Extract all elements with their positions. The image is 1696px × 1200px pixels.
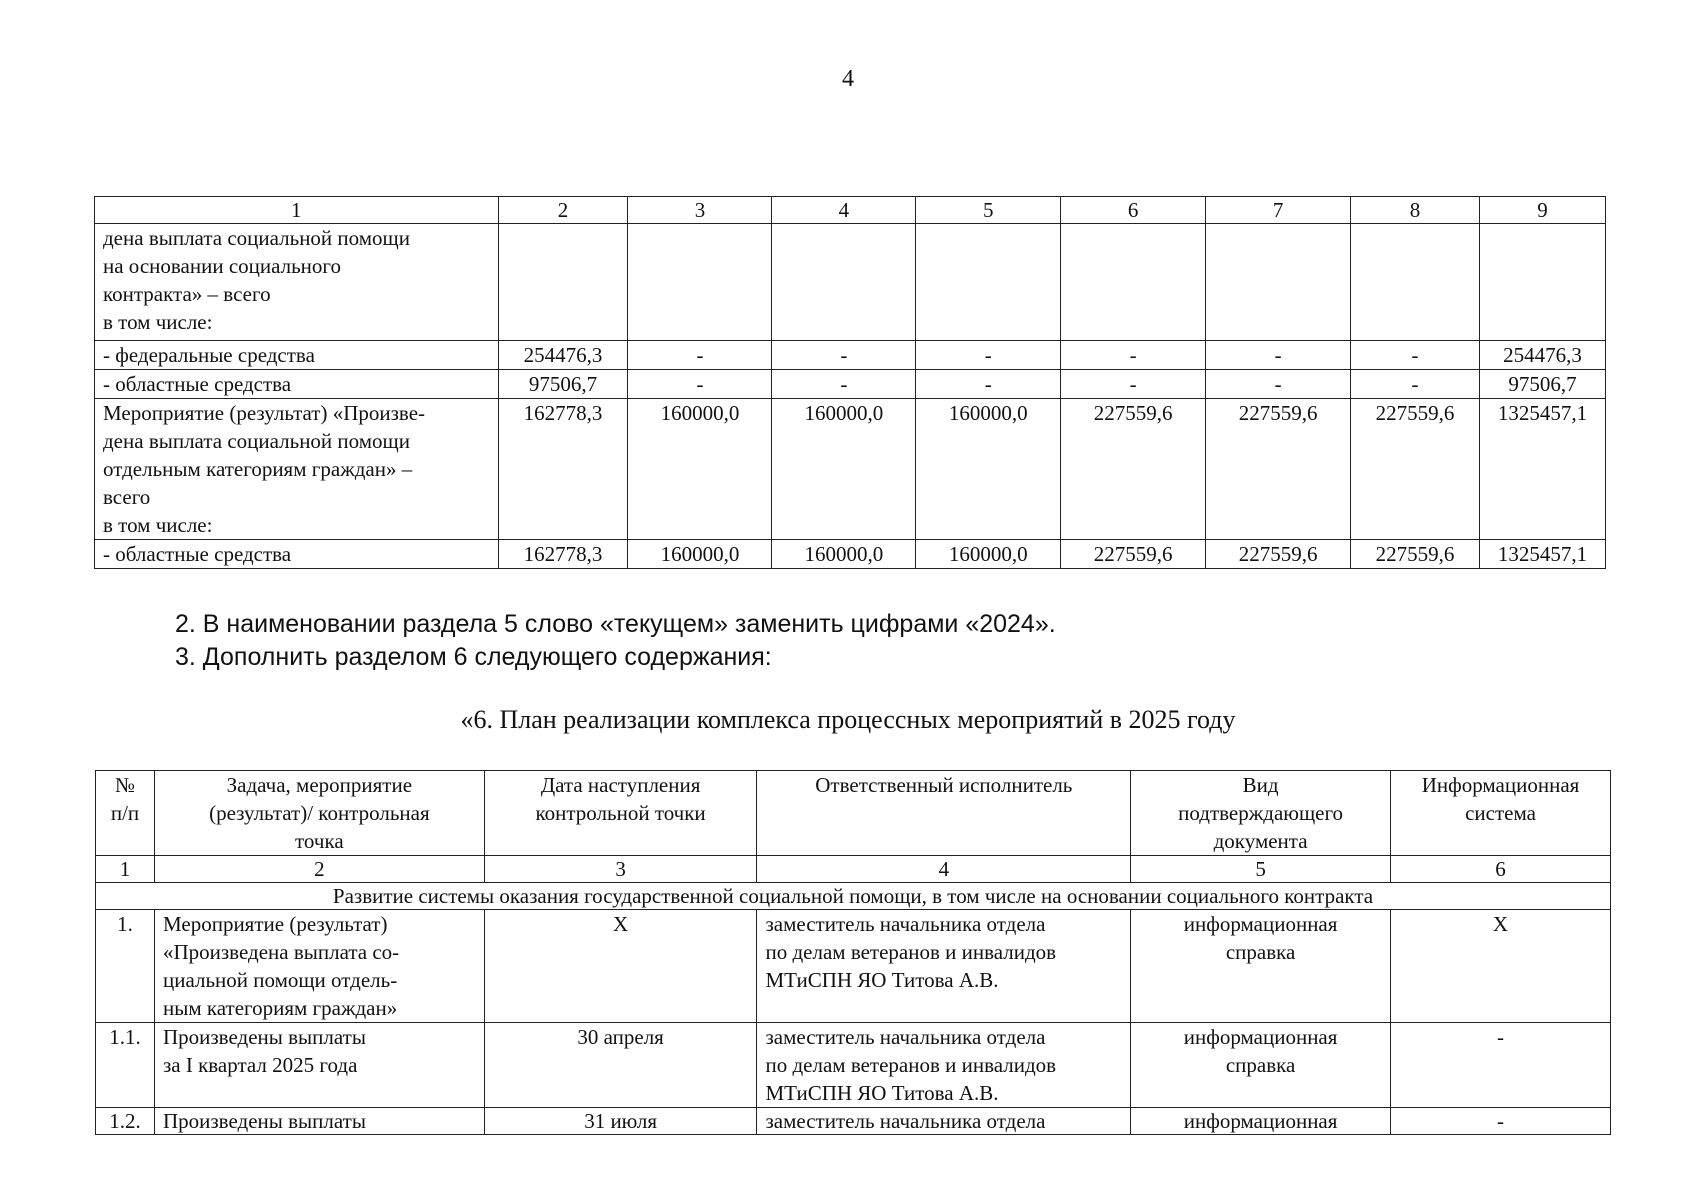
table-row bbox=[96, 1108, 1611, 1135]
column-number: 2 bbox=[498, 197, 628, 224]
column-number: 4 bbox=[772, 197, 916, 224]
column-number: 1 bbox=[95, 197, 499, 224]
row-document: информационная справка bbox=[1131, 1023, 1391, 1108]
row-date: 31 июля bbox=[484, 1108, 757, 1135]
row-executor: заместитель начальника отдела bbox=[757, 1108, 1131, 1135]
row-label: дена выплата социальной помощи на основании социального контракта» – всего в том числе: bbox=[95, 224, 499, 341]
column-number: 9 bbox=[1479, 197, 1605, 224]
table-cell bbox=[498, 224, 628, 341]
row-date: 30 апреля bbox=[484, 1023, 757, 1108]
header-cell: Информационная система bbox=[1391, 771, 1611, 856]
section-title: «6. План реализации комплекса процессных мероприятий в 2025 году bbox=[460, 705, 1236, 734]
table-cell: 160000,0 bbox=[916, 540, 1061, 569]
column-number: 8 bbox=[1351, 197, 1480, 224]
table-cell: 227559,6 bbox=[1061, 540, 1206, 569]
task-title: Развитие системы оказания государственной социальной помощи, в том числе на основании социального контракта bbox=[96, 883, 1611, 910]
table-cell: 162778,3 bbox=[498, 540, 628, 569]
table-cell: - bbox=[628, 341, 772, 370]
table-cell: - bbox=[1351, 341, 1480, 370]
column-number: 4 bbox=[757, 856, 1131, 883]
table-cell: 254476,3 bbox=[498, 341, 628, 370]
funding-table bbox=[94, 196, 1606, 569]
row-executor: заместитель начальника отдела по делам ветеранов и инвалидов МТиСПН ЯО Титова А.В. bbox=[757, 910, 1131, 1023]
table-cell bbox=[628, 224, 772, 341]
table-row bbox=[95, 370, 1606, 399]
table-cell: - bbox=[1061, 341, 1206, 370]
column-number: 1 bbox=[96, 856, 155, 883]
row-name: Мероприятие (результат) «Произведена выплата со- циальной помощи отдель- ным категориям граждан» bbox=[154, 910, 484, 1023]
table-cell bbox=[916, 224, 1061, 341]
row-label: - федеральные средства bbox=[95, 341, 499, 370]
table-cell bbox=[1479, 224, 1605, 341]
column-number: 5 bbox=[916, 197, 1061, 224]
table-cell: - bbox=[628, 370, 772, 399]
header-cell: Вид подтверждающего документа bbox=[1131, 771, 1391, 856]
column-number: 7 bbox=[1206, 197, 1351, 224]
row-system: - bbox=[1391, 1023, 1611, 1108]
table-cell: 160000,0 bbox=[628, 399, 772, 540]
table-cell: - bbox=[1206, 341, 1351, 370]
table-cell: 160000,0 bbox=[916, 399, 1061, 540]
table-cell: 227559,6 bbox=[1206, 540, 1351, 569]
row-name: Произведены выплаты bbox=[154, 1108, 484, 1135]
table-row bbox=[95, 341, 1606, 370]
task-row bbox=[96, 883, 1611, 910]
table-cell: - bbox=[916, 341, 1061, 370]
table-header-row bbox=[95, 197, 1606, 224]
row-number: 1.1. bbox=[96, 1023, 155, 1108]
table-cell: - bbox=[772, 370, 916, 399]
table-cell: 160000,0 bbox=[628, 540, 772, 569]
table-cell: - bbox=[1061, 370, 1206, 399]
table-cell: 1325457,1 bbox=[1479, 540, 1605, 569]
table-cell bbox=[1061, 224, 1206, 341]
header-cell: Дата наступления контрольной точки bbox=[484, 771, 757, 856]
table-cell: 227559,6 bbox=[1351, 540, 1480, 569]
column-number: 3 bbox=[484, 856, 757, 883]
table-row bbox=[95, 224, 1606, 341]
paragraph-3: 3. Дополнить разделом 6 следующего содержания: bbox=[175, 643, 772, 671]
column-number: 5 bbox=[1131, 856, 1391, 883]
paragraph-2: 2. В наименовании раздела 5 слово «текущем» заменить цифрами «2024». bbox=[175, 610, 1056, 638]
row-name: Произведены выплаты за I квартал 2025 года bbox=[154, 1023, 484, 1108]
row-number: 1. bbox=[96, 910, 155, 1023]
table-row bbox=[95, 540, 1606, 569]
table-cell: 227559,6 bbox=[1061, 399, 1206, 540]
table-cell: 227559,6 bbox=[1351, 399, 1480, 540]
table-cell: 1325457,1 bbox=[1479, 399, 1605, 540]
table-cell: 97506,7 bbox=[1479, 370, 1605, 399]
table-cell: 254476,3 bbox=[1479, 341, 1605, 370]
header-cell: Ответственный исполнитель bbox=[757, 771, 1131, 856]
page-number: 4 bbox=[842, 66, 854, 92]
row-label: - областные средства bbox=[95, 370, 499, 399]
table-cell: 160000,0 bbox=[772, 540, 916, 569]
table-header-row bbox=[96, 771, 1611, 856]
table-cell bbox=[1206, 224, 1351, 341]
table-cell: 160000,0 bbox=[772, 399, 916, 540]
column-number-row bbox=[96, 856, 1611, 883]
row-number: 1.2. bbox=[96, 1108, 155, 1135]
table-cell bbox=[772, 224, 916, 341]
header-cell: № п/п bbox=[96, 771, 155, 856]
column-number: 2 bbox=[154, 856, 484, 883]
table-cell: 162778,3 bbox=[498, 399, 628, 540]
row-label: - областные средства bbox=[95, 540, 499, 569]
table-row bbox=[96, 1023, 1611, 1108]
header-cell: Задача, мероприятие (результат)/ контрольная точка bbox=[154, 771, 484, 856]
table-cell: - bbox=[1351, 370, 1480, 399]
table-cell: - bbox=[1206, 370, 1351, 399]
row-label: Мероприятие (результат) «Произве- дена выплата социальной помощи отдельным категориям граждан» – всего в том числе: bbox=[95, 399, 499, 540]
table-cell: 227559,6 bbox=[1206, 399, 1351, 540]
table-row bbox=[95, 399, 1606, 540]
row-system: - bbox=[1391, 1108, 1611, 1135]
column-number: 3 bbox=[628, 197, 772, 224]
table-cell bbox=[1351, 224, 1480, 341]
column-number: 6 bbox=[1061, 197, 1206, 224]
plan-table bbox=[95, 770, 1611, 1135]
table-cell: 97506,7 bbox=[498, 370, 628, 399]
table-row bbox=[96, 910, 1611, 1023]
row-executor: заместитель начальника отдела по делам ветеранов и инвалидов МТиСПН ЯО Титова А.В. bbox=[757, 1023, 1131, 1108]
table-cell: - bbox=[772, 341, 916, 370]
row-document: информационная справка bbox=[1131, 910, 1391, 1023]
row-document: информационная bbox=[1131, 1108, 1391, 1135]
row-date: Х bbox=[484, 910, 757, 1023]
table-cell: - bbox=[916, 370, 1061, 399]
column-number: 6 bbox=[1391, 856, 1611, 883]
row-system: Х bbox=[1391, 910, 1611, 1023]
